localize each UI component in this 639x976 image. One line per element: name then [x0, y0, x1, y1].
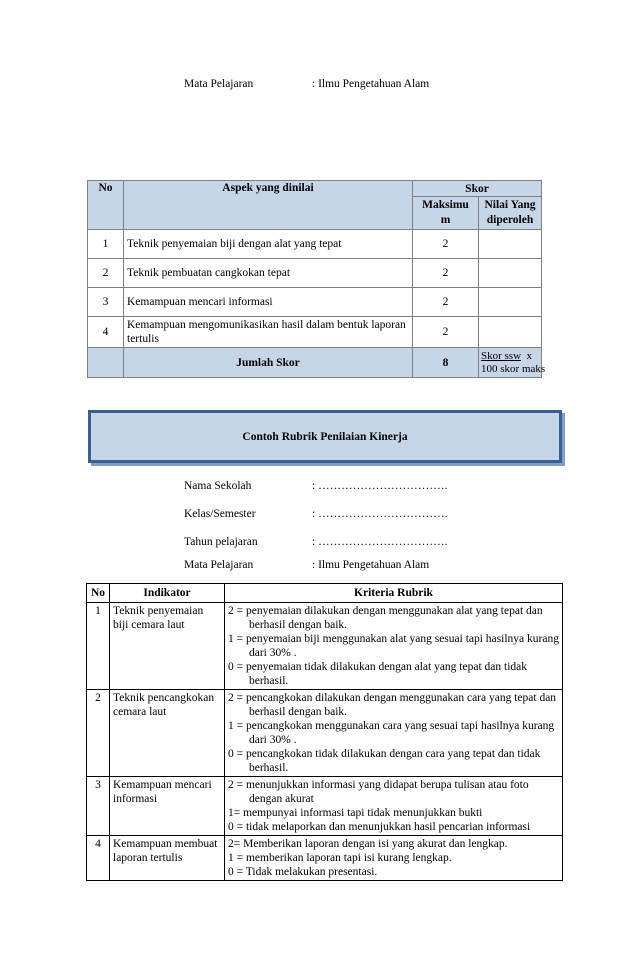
- criterion-item: 1 = penyemaian biji menggunakan alat yang sesuai tapi hasilnya kurang dari 30% .: [228, 633, 559, 659]
- score-formula-x: x: [526, 349, 533, 362]
- table-row: [87, 836, 563, 881]
- rubric-row-no: 1: [87, 603, 110, 690]
- score-table-header-no: No: [88, 181, 124, 230]
- score-formula-top: Skor ssw: [481, 349, 522, 362]
- score-row-nilai: [479, 288, 542, 317]
- score-total-value: 8: [413, 348, 479, 378]
- rubric-row-no: 4: [87, 836, 110, 881]
- info-label: Tahun pelajaran: [184, 536, 258, 548]
- score-table: [87, 180, 546, 378]
- score-table-footer: [88, 348, 542, 378]
- info-value: : …………………………….: [312, 508, 448, 520]
- criterion-item: 0 = tidak melaporkan dan menunjukkan hasil pencarian informasi: [228, 821, 531, 833]
- info-value: : …………………………….: [312, 536, 448, 548]
- info-row-school: [184, 479, 447, 493]
- criterion-item: 0 = penyemaian tidak dilakukan dengan alat yang tepat dan tidak berhasil.: [228, 661, 527, 687]
- table-row: [88, 230, 542, 259]
- criterion-item: 0 = pencangkokan tidak dilakukan dengan cara yang tepat dan tidak berhasil.: [228, 748, 541, 774]
- score-row-maks: 2: [413, 230, 479, 259]
- rubric-table: [86, 583, 563, 881]
- info-label: Mata Pelajaran: [184, 559, 254, 571]
- score-row-aspek: Teknik pembuatan cangkokan tepat: [124, 259, 413, 288]
- score-row-no: 3: [88, 288, 124, 317]
- score-table-header-aspek: Aspek yang dinilai: [124, 181, 413, 230]
- criterion-item: 1 = memberikan laporan tapi isi kurang lengkap.: [228, 852, 452, 864]
- rubric-row-indikator: Kemampuan mencari informasi: [110, 777, 225, 836]
- criterion-item: 2 = pencangkokan dilakukan dengan menggunakan cara yang tepat dan berhasil dengan baik.: [228, 692, 557, 718]
- top-subject-label: Mata Pelajaran: [184, 78, 254, 90]
- rubric-row-kriteria: [225, 603, 563, 690]
- criterion-item: 1 = pencangkokan menggunakan cara yang sesuai tapi hasilnya kurang dari 30% .: [228, 720, 555, 746]
- table-row: [87, 690, 563, 777]
- rubric-header-no: No: [87, 584, 110, 603]
- table-row: [88, 259, 542, 288]
- info-row-class: [184, 507, 447, 521]
- info-label: Nama Sekolah: [184, 480, 252, 492]
- rubric-row-kriteria: [225, 836, 563, 881]
- rubric-row-indikator: Teknik penyemaian biji cemara laut: [110, 603, 225, 690]
- rubric-row-indikator: Kemampuan membuat laporan tertulis: [110, 836, 225, 881]
- score-row-maks: 2: [413, 317, 479, 348]
- score-row-no: 4: [88, 317, 124, 348]
- rubric-row-no: 2: [87, 690, 110, 777]
- table-row: [88, 288, 542, 317]
- info-row-subject: [184, 558, 429, 572]
- score-row-nilai: [479, 317, 542, 348]
- rubric-row-indikator: Teknik pencangkokan cemara laut: [110, 690, 225, 777]
- rubric-title: Contoh Rubrik Penilaian Kinerja: [242, 430, 408, 443]
- rubric-row-kriteria: [225, 690, 563, 777]
- rubric-row-kriteria: [225, 777, 563, 836]
- table-row: [87, 603, 563, 690]
- score-row-nilai: [479, 230, 542, 259]
- criterion-item: 2 = menunjukkan informasi yang didapat berupa tulisan atau foto dengan akurat: [228, 779, 529, 805]
- score-formula: [479, 348, 546, 378]
- score-row-maks: 2: [413, 259, 479, 288]
- info-value: : …………………………….: [312, 480, 448, 492]
- info-value: : Ilmu Pengetahuan Alam: [312, 559, 430, 571]
- criterion-item: 2 = penyemaian dilakukan dengan menggunakan alat yang tepat dan berhasil dengan baik.: [228, 605, 543, 631]
- score-row-aspek: Kemampuan mengomunikasikan hasil dalam bentuk laporan tertulis: [124, 317, 413, 348]
- score-total-label: Jumlah Skor: [124, 348, 413, 378]
- score-row-maks: 2: [413, 288, 479, 317]
- table-row: [87, 777, 563, 836]
- score-formula-bottom: 100 skor maks: [481, 362, 546, 375]
- score-row-no: 2: [88, 259, 124, 288]
- rubric-header-indikator: Indikator: [110, 584, 225, 603]
- score-table-header-maksimum: Maksimum: [413, 197, 479, 230]
- rubric-row-no: 3: [87, 777, 110, 836]
- score-table-header-skor: Skor: [413, 181, 542, 197]
- score-row-nilai: [479, 259, 542, 288]
- criterion-item: 0 = Tidak melakukan presentasi.: [228, 866, 378, 878]
- score-row-aspek: Teknik penyemaian biji dengan alat yang tepat: [124, 230, 413, 259]
- criterion-item: 2= Memberikan laporan dengan isi yang akurat dan lengkap.: [228, 838, 508, 850]
- rubric-header-kriteria: Kriteria Rubrik: [225, 584, 563, 603]
- info-row-year: [184, 535, 447, 549]
- rubric-title-banner: [88, 410, 562, 463]
- criterion-item: 1= mempunyai informasi tapi tidak menunjukkan bukti: [228, 807, 483, 819]
- score-row-aspek: Kemampuan mencari informasi: [124, 288, 413, 317]
- top-subject-row: [184, 77, 429, 91]
- score-table-header-nilai: Nilai Yang diperoleh: [479, 197, 542, 230]
- score-row-no: 1: [88, 230, 124, 259]
- table-row: [88, 317, 542, 348]
- top-subject-value: : Ilmu Pengetahuan Alam: [312, 78, 430, 90]
- info-label: Kelas/Semester: [184, 508, 256, 520]
